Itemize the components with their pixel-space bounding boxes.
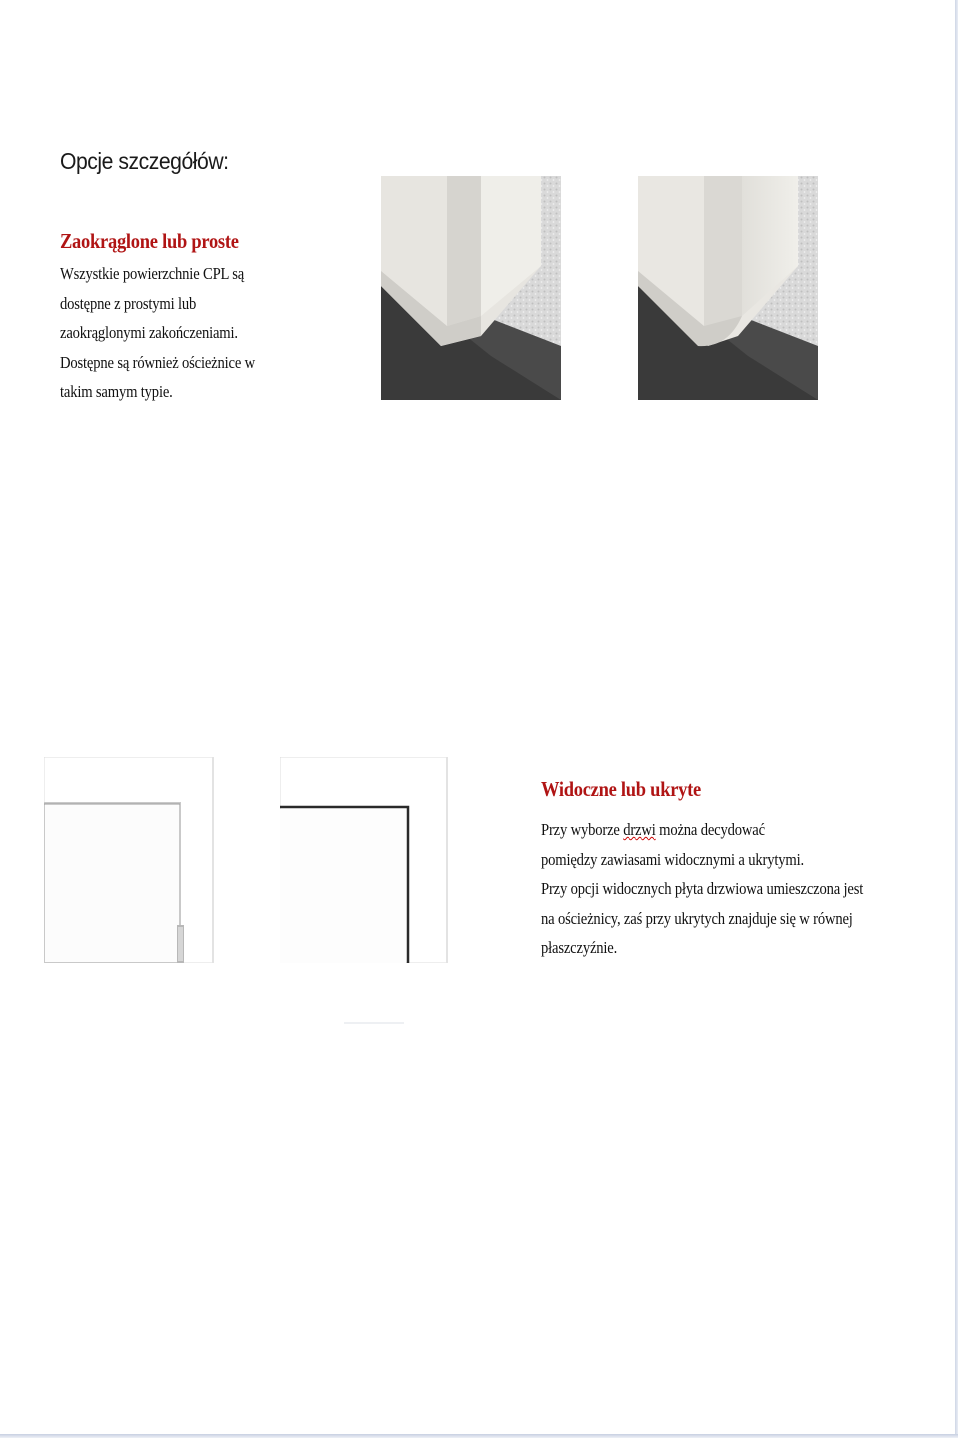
text-line: płaszczyźnie.: [541, 938, 618, 957]
spellcheck-marked-word: drzwi: [623, 820, 656, 839]
rounded-edge-photo: [638, 176, 818, 400]
page-edge-right: [955, 0, 958, 1436]
straight-edge-photo: [381, 176, 561, 400]
text-line: pomiędzy zawiasami widocznymi a ukrytymi.: [541, 849, 804, 869]
text-line: takim samym typie.: [60, 382, 173, 401]
text-line: Przy wyborze drzwi można decydować: [541, 820, 765, 839]
text-line: dostępne z prostymi lub: [60, 293, 197, 313]
text-line: na ościeżnicy, zaś przy ukrytych znajduje się w równej: [541, 908, 853, 928]
divider: [344, 1022, 404, 1024]
visible-hinge-door-photo: [44, 757, 214, 963]
text-line: Wszystkie powierzchnie CPL są: [60, 264, 245, 283]
text-line: Dostępne są również ościeżnice w: [60, 352, 256, 372]
section-title-hinges: Widoczne lub ukryte: [541, 777, 701, 801]
page-heading: Opcje szczegółów:: [60, 148, 229, 174]
text-line: Przy opcji widocznych płyta drzwiowa umieszczona jest: [541, 879, 864, 898]
section-text-rounded: [60, 259, 292, 407]
page-edge-bottom: [0, 1434, 958, 1438]
section-text-hinges: [541, 815, 902, 963]
hidden-hinge-door-photo: [280, 757, 448, 963]
text-line: zaokrąglonymi zakończeniami.: [60, 323, 238, 342]
section-title-rounded: Zaokrąglone lub proste: [60, 229, 239, 253]
